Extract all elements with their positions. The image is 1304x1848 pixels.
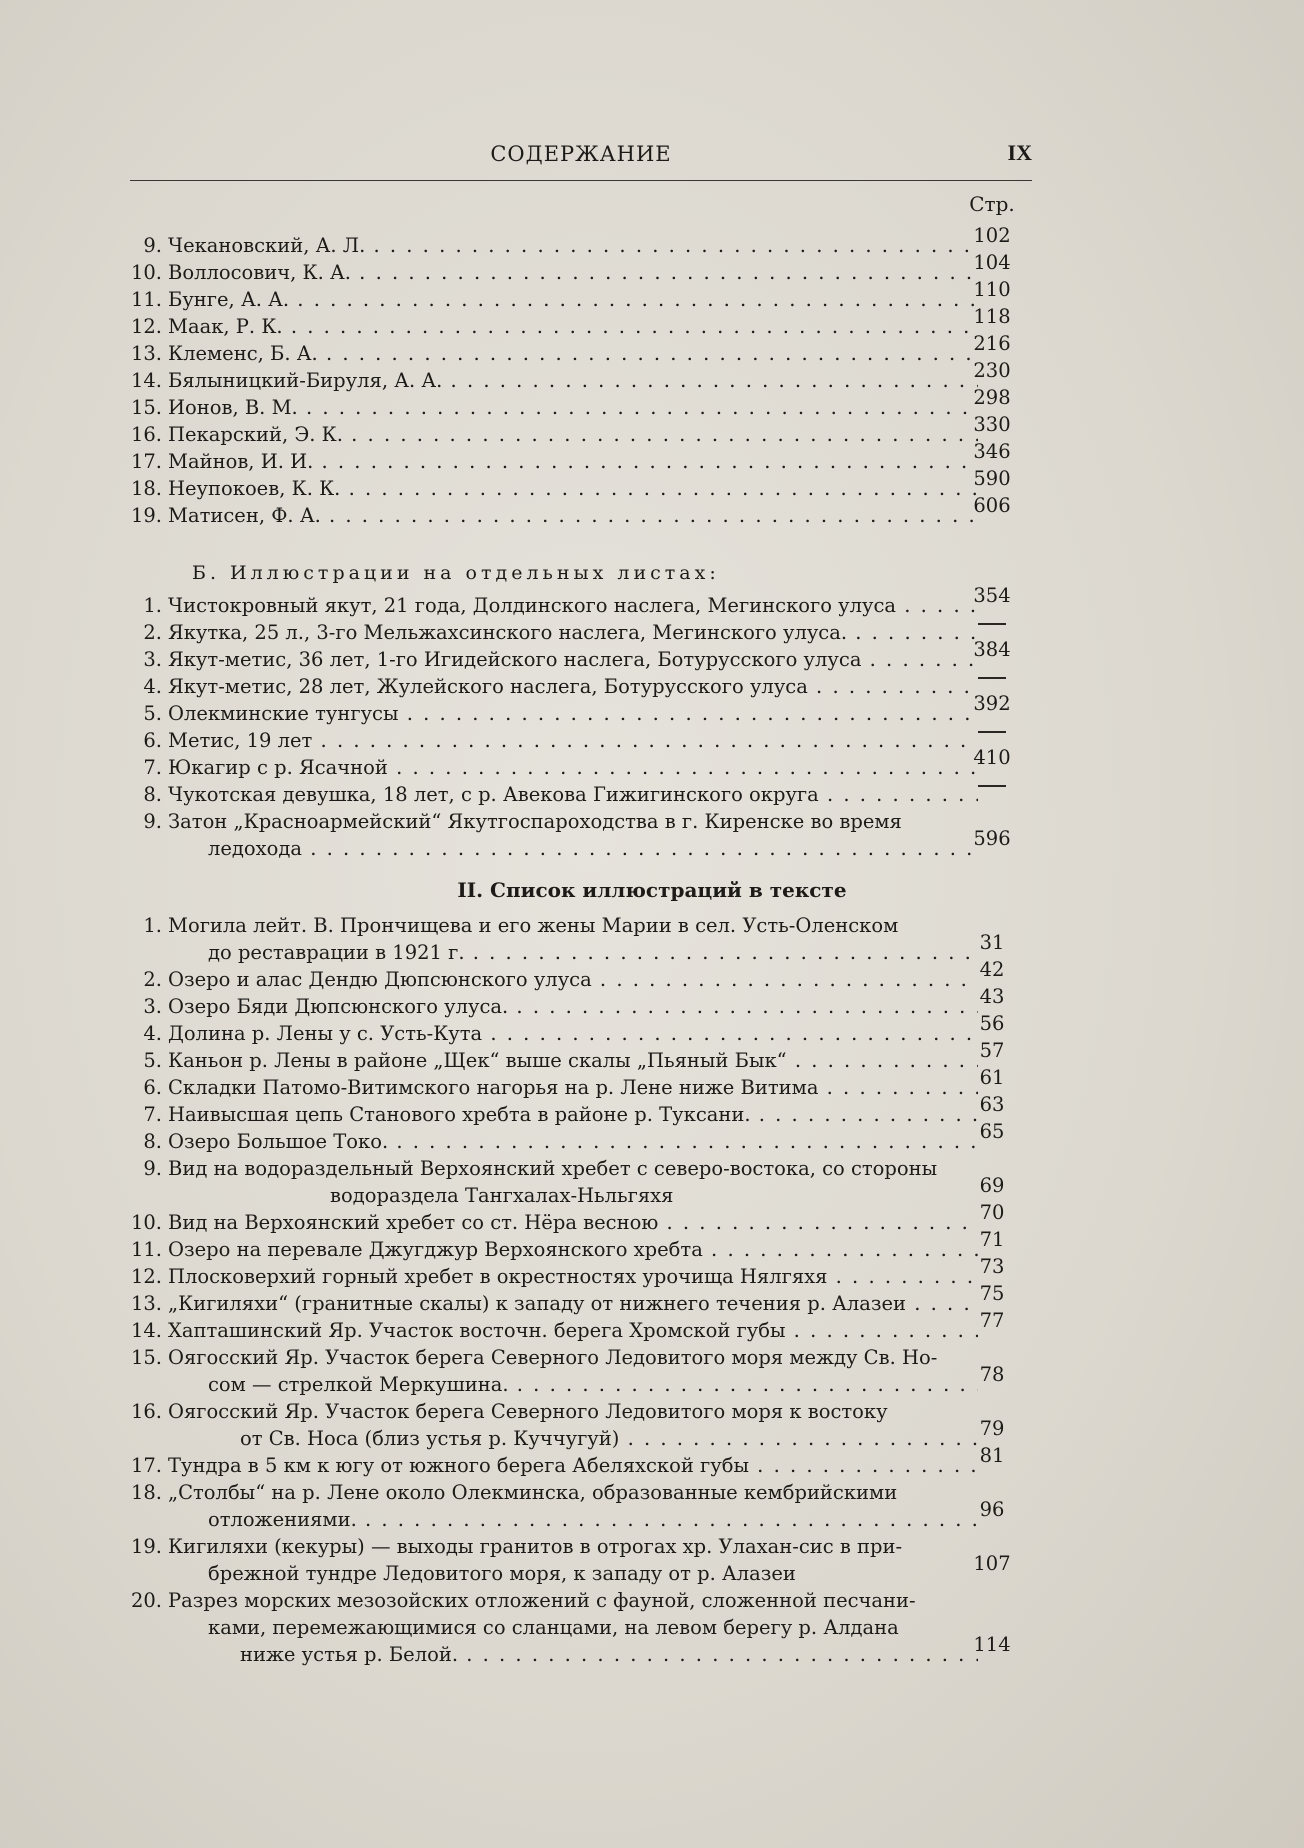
toc-row bbox=[130, 386, 1030, 422]
item-title: Могила лейт. В. Прончищева и его жены Марии в сел. Усть-Оленском bbox=[168, 914, 899, 937]
item-title-continuation: от Св. Носа (близ устья р. Куччугуй) . . . bbox=[240, 1427, 978, 1450]
item-title: Плосковерхий горный хребет в окрестностях урочища Нялгяхя . . . bbox=[168, 1265, 978, 1288]
item-number: 13. bbox=[130, 342, 162, 365]
toc-row bbox=[130, 1157, 1030, 1183]
toc-row bbox=[130, 224, 1030, 260]
item-page: 63 bbox=[979, 1093, 1005, 1116]
item-title-continuation: ледохода . . . bbox=[208, 837, 978, 860]
item-page: 75 bbox=[979, 1282, 1005, 1305]
toc-row bbox=[130, 278, 1030, 314]
item-title: Ионов, В. М. . . . bbox=[168, 396, 978, 419]
item-title: Якут-метис, 36 лет, 1-го Игидейского наслега, Ботурусского улуса . . . bbox=[168, 648, 978, 671]
item-title: Майнов, И. И. . . . bbox=[168, 450, 978, 473]
item-title: Якут-метис, 28 лет, Жулейского наслега, Ботурусского улуса . . . bbox=[168, 675, 978, 698]
item-number: 3. bbox=[143, 648, 162, 671]
item-title-continuation: отложениями. . . . bbox=[208, 1508, 978, 1531]
item-title: Вид на водораздельный Верхоянский хребет с северо-востока, со стороны bbox=[168, 1157, 938, 1180]
toc-row bbox=[130, 1535, 1030, 1561]
item-title: Затон „Красноармейский“ Якутгоспароходства в г. Киренске во время bbox=[168, 810, 902, 833]
toc-row bbox=[130, 729, 1030, 755]
toc-row bbox=[130, 305, 1030, 341]
item-page: 81 bbox=[979, 1444, 1005, 1467]
page-column-label: Стр. bbox=[969, 192, 1015, 216]
item-number: 5. bbox=[143, 702, 162, 725]
item-title-continuation: ниже устья р. Белой. . . . bbox=[240, 1643, 978, 1666]
item-title: Матисен, Ф. А. . . . bbox=[168, 504, 978, 527]
item-title: Складки Патомо-Витимского нагорья на р. Лене ниже Витима . . . bbox=[168, 1076, 978, 1099]
item-title: Разрез морских мезозойских отложений с фауной, сложенной песчани- bbox=[168, 1589, 916, 1612]
item-number: 11. bbox=[130, 1238, 162, 1261]
item-number: 17. bbox=[130, 1454, 162, 1477]
toc-row bbox=[130, 467, 1030, 503]
item-title: Бунге, А. А. . . . bbox=[168, 288, 978, 311]
item-number: 4. bbox=[143, 675, 162, 698]
item-title-continuation: ками, перемежающимися со сланцами, на левом берегу р. Алдана bbox=[208, 1616, 899, 1639]
page-number: IX bbox=[1007, 140, 1032, 165]
item-number: 18. bbox=[130, 477, 162, 500]
item-title: Неупокоев, К. К. . . . bbox=[168, 477, 978, 500]
item-title: Тундра в 5 км к югу от южного берега Абеляхской губы . . . bbox=[168, 1454, 978, 1477]
toc-row bbox=[130, 746, 1030, 782]
toc-row-continuation bbox=[130, 1417, 1030, 1453]
toc-row bbox=[130, 1444, 1030, 1480]
item-page: 410 bbox=[973, 746, 1011, 769]
item-number: 3. bbox=[143, 995, 162, 1018]
item-number: 15. bbox=[130, 1346, 162, 1369]
item-number: 6. bbox=[143, 729, 162, 752]
toc-row bbox=[130, 1066, 1030, 1102]
item-page: 65 bbox=[979, 1120, 1005, 1143]
item-number: 18. bbox=[130, 1481, 162, 1504]
item-page: 104 bbox=[973, 251, 1011, 274]
toc-row bbox=[130, 958, 1030, 994]
item-page: 102 bbox=[973, 224, 1011, 247]
item-number: 9. bbox=[143, 1157, 162, 1180]
toc-row bbox=[130, 1400, 1030, 1426]
toc-row bbox=[130, 1255, 1030, 1291]
item-number: 12. bbox=[130, 1265, 162, 1288]
item-page: 78 bbox=[979, 1363, 1005, 1386]
item-title: Озеро и алас Дендю Дюпсюнского улуса . . . bbox=[168, 968, 978, 991]
item-page: 107 bbox=[973, 1552, 1011, 1575]
item-page: 71 bbox=[979, 1228, 1005, 1251]
item-title: Чекановский, А. Л. . . . bbox=[168, 234, 978, 257]
toc-row bbox=[130, 413, 1030, 449]
item-page: 392 bbox=[973, 692, 1011, 715]
item-number: 15. bbox=[130, 396, 162, 419]
item-title: Пекарский, Э. К. . . . bbox=[168, 423, 978, 446]
item-title-continuation: водораздела Тангхалах-Ньльгяхя bbox=[330, 1184, 674, 1207]
item-number: 5. bbox=[143, 1049, 162, 1072]
item-number: 7. bbox=[143, 1103, 162, 1126]
item-page: 69 bbox=[979, 1174, 1005, 1197]
item-page: 298 bbox=[973, 386, 1011, 409]
toc-row bbox=[130, 985, 1030, 1021]
item-title: „Кигиляхи“ (гранитные скалы) к западу от нижнего течения р. Алазеи . . . bbox=[168, 1292, 978, 1315]
toc-row bbox=[130, 1120, 1030, 1156]
item-number: 13. bbox=[130, 1292, 162, 1315]
toc-row bbox=[130, 810, 1030, 836]
item-page: 73 bbox=[979, 1255, 1005, 1278]
item-number: 16. bbox=[130, 423, 162, 446]
item-title: Воллосович, К. А. . . . bbox=[168, 261, 978, 284]
item-number: 2. bbox=[143, 621, 162, 644]
item-title: Хапташинский Яр. Участок восточн. берега Хромской губы . . . bbox=[168, 1319, 978, 1342]
item-number: 11. bbox=[130, 288, 162, 311]
item-title: Наивысшая цепь Станового хребта в районе р. Туксани. . . . bbox=[168, 1103, 978, 1126]
item-number: 14. bbox=[130, 1319, 162, 1342]
item-page-dash bbox=[978, 677, 1006, 679]
item-title-continuation: сом — стрелкой Меркушина. . . . bbox=[208, 1373, 978, 1396]
item-page: 590 bbox=[973, 467, 1011, 490]
item-number: 9. bbox=[143, 234, 162, 257]
item-title: „Столбы“ на р. Лене около Олекминска, образованные кембрийскими bbox=[168, 1481, 898, 1504]
item-page: 70 bbox=[979, 1201, 1005, 1224]
toc-row-continuation bbox=[130, 1498, 1030, 1534]
item-page: 96 bbox=[979, 1498, 1005, 1521]
item-number: 19. bbox=[130, 504, 162, 527]
toc-row-continuation bbox=[130, 1174, 1030, 1210]
item-number: 19. bbox=[130, 1535, 162, 1558]
item-page: 77 bbox=[979, 1309, 1005, 1332]
toc-row bbox=[130, 332, 1030, 368]
item-title: Клеменс, Б. А. . . . bbox=[168, 342, 978, 365]
item-page: 43 bbox=[979, 985, 1005, 1008]
item-number: 7. bbox=[143, 756, 162, 779]
toc-row bbox=[130, 621, 1030, 647]
item-title: Озеро на перевале Джугджур Верхоянского хребта . . . bbox=[168, 1238, 978, 1261]
toc-row bbox=[130, 914, 1030, 940]
toc-row bbox=[130, 692, 1030, 728]
toc-row bbox=[130, 1282, 1030, 1318]
toc-row bbox=[130, 359, 1030, 395]
item-number: 8. bbox=[143, 783, 162, 806]
item-number: 14. bbox=[130, 369, 162, 392]
item-page: 118 bbox=[973, 305, 1011, 328]
item-page: 346 bbox=[973, 440, 1011, 463]
item-number: 8. bbox=[143, 1130, 162, 1153]
item-page: 79 bbox=[979, 1417, 1005, 1440]
item-number: 17. bbox=[130, 450, 162, 473]
item-number: 16. bbox=[130, 1400, 162, 1423]
item-page: 114 bbox=[973, 1633, 1011, 1656]
toc-row bbox=[130, 494, 1030, 530]
item-page-dash bbox=[978, 785, 1006, 787]
toc-row bbox=[130, 1228, 1030, 1264]
toc-row bbox=[130, 1093, 1030, 1129]
item-number: 10. bbox=[130, 1211, 162, 1234]
running-title: СОДЕРЖАНИЕ bbox=[490, 142, 672, 166]
item-page: 42 bbox=[979, 958, 1005, 981]
item-title: Озеро Бяди Дюпсюнского улуса. . . . bbox=[168, 995, 978, 1018]
toc-row bbox=[130, 675, 1030, 701]
item-title: Озеро Большое Токо. . . . bbox=[168, 1130, 978, 1153]
toc-row bbox=[130, 1039, 1030, 1075]
item-title: Долина р. Лены у с. Усть-Кута . . . bbox=[168, 1022, 978, 1045]
item-number: 6. bbox=[143, 1076, 162, 1099]
running-header bbox=[130, 140, 1032, 181]
item-title: Якутка, 25 л., 3-го Мельжахсинского наслега, Мегинского улуса. . . . bbox=[168, 621, 978, 644]
item-title: Чистокровный якут, 21 года, Долдинского наслега, Мегинского улуса . . . bbox=[168, 594, 978, 617]
item-page: 57 bbox=[979, 1039, 1005, 1062]
item-page: 61 bbox=[979, 1066, 1005, 1089]
item-number: 20. bbox=[130, 1589, 162, 1612]
item-title: Маак, Р. К. . . . bbox=[168, 315, 978, 338]
toc-row bbox=[130, 1012, 1030, 1048]
toc-row bbox=[130, 1201, 1030, 1237]
item-page: 31 bbox=[979, 931, 1005, 954]
item-page: 596 bbox=[973, 827, 1011, 850]
section-heading: II. Список иллюстраций в тексте bbox=[457, 878, 847, 902]
item-title: Кигиляхи (кекуры) — выходы гранитов в отрогах хр. Улахан-сис в при- bbox=[168, 1535, 903, 1558]
item-title: Юкагир с р. Ясачной . . . bbox=[168, 756, 978, 779]
item-title: Метис, 19 лет . . . bbox=[168, 729, 978, 752]
toc-row bbox=[130, 1309, 1030, 1345]
item-number: 2. bbox=[143, 968, 162, 991]
item-title: Каньон р. Лены в районе „Щек“ выше скалы „Пьяный Бык“ . . . bbox=[168, 1049, 978, 1072]
item-title: Оягосский Яр. Участок берега Северного Ледовитого моря между Св. Но- bbox=[168, 1346, 938, 1369]
item-page: 354 bbox=[973, 584, 1011, 607]
item-title: Олекминские тунгусы . . . bbox=[168, 702, 978, 725]
toc-row-continuation bbox=[130, 1616, 1030, 1642]
item-page-dash bbox=[978, 623, 1006, 625]
item-page: 384 bbox=[973, 638, 1011, 661]
section-subheading: Б. Иллюстрации на отдельных листах: bbox=[192, 562, 720, 584]
item-number: 1. bbox=[143, 594, 162, 617]
toc-row bbox=[130, 1481, 1030, 1507]
toc-row-continuation bbox=[130, 1363, 1030, 1399]
item-title: Бялыницкий-Бируля, А. А. . . . bbox=[168, 369, 978, 392]
item-number: 4. bbox=[143, 1022, 162, 1045]
item-title: Чукотская девушка, 18 лет, с р. Авекова Гижигинского округа . . . bbox=[168, 783, 978, 806]
toc-row bbox=[130, 783, 1030, 809]
item-page: 330 bbox=[973, 413, 1011, 436]
item-page: 56 bbox=[979, 1012, 1005, 1035]
item-number: 10. bbox=[130, 261, 162, 284]
toc-row bbox=[130, 1589, 1030, 1615]
item-number: 9. bbox=[143, 810, 162, 833]
item-page-dash bbox=[978, 731, 1006, 733]
toc-row bbox=[130, 638, 1030, 674]
toc-row bbox=[130, 1346, 1030, 1372]
toc-row-continuation bbox=[130, 1552, 1030, 1588]
item-page: 230 bbox=[973, 359, 1011, 382]
item-title-continuation: до реставрации в 1921 г. . . . bbox=[208, 941, 978, 964]
toc-row bbox=[130, 251, 1030, 287]
toc-row-continuation bbox=[130, 827, 1030, 863]
item-title: Оягосский Яр. Участок берега Северного Ледовитого моря к востоку bbox=[168, 1400, 888, 1423]
toc-row-continuation bbox=[130, 931, 1030, 967]
toc-row-continuation bbox=[130, 1633, 1030, 1669]
item-number: 12. bbox=[130, 315, 162, 338]
toc-row bbox=[130, 440, 1030, 476]
item-title-continuation: брежной тундре Ледовитого моря, к западу от р. Алазеи bbox=[208, 1562, 796, 1585]
item-number: 1. bbox=[143, 914, 162, 937]
item-page: 216 bbox=[973, 332, 1011, 355]
toc-row bbox=[130, 584, 1030, 620]
item-page: 110 bbox=[973, 278, 1011, 301]
item-title: Вид на Верхоянский хребет со ст. Нёра весною . . . bbox=[168, 1211, 978, 1234]
item-page: 606 bbox=[973, 494, 1011, 517]
